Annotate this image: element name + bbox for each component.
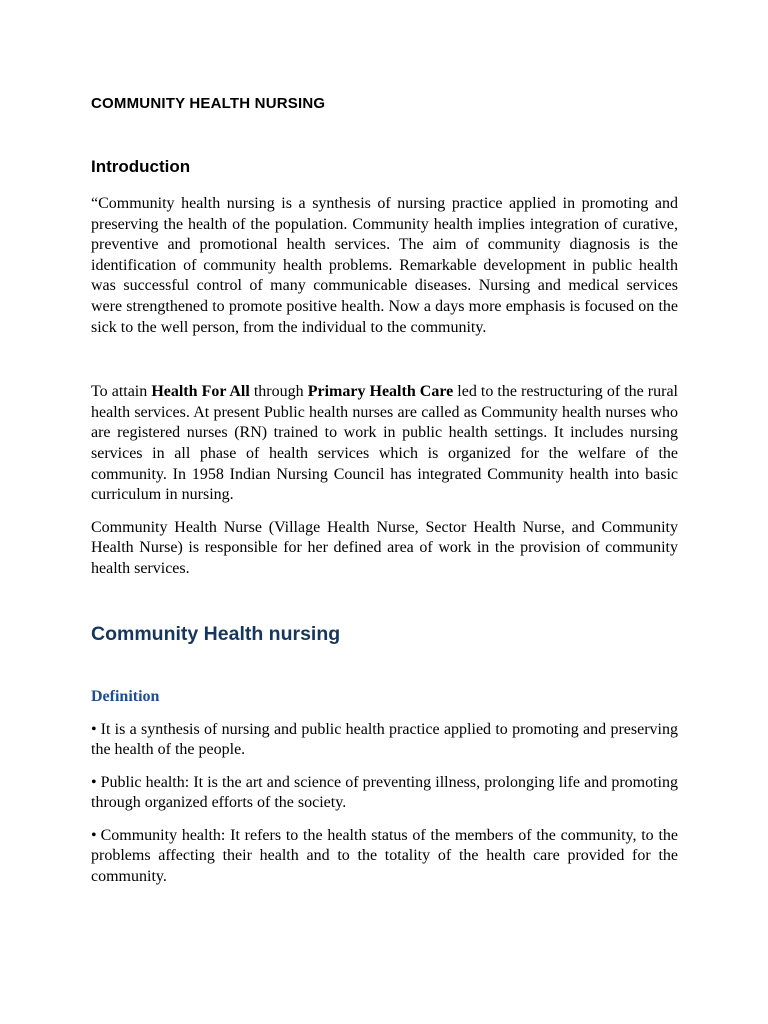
- bullet-text: Community health: It refers to the health status of the members of the community, to the problems affecting their health and to the totality of the health care provided for the community.: [91, 826, 678, 886]
- paragraph-2-text-middle: through: [249, 383, 308, 401]
- introduction-heading: Introduction: [91, 157, 191, 176]
- bullet-text: It is a synthesis of nursing and public health practice applied to promoting and preserving the health of the people.: [91, 720, 678, 759]
- bullet-marker-icon: •: [91, 720, 97, 738]
- bullet-marker-icon: •: [91, 826, 97, 844]
- introduction-paragraph-1: “Community health nursing is a synthesis of nursing practice applied in promoting and preserving the health of the population. Community health implies integration of curative, preventive and promotional health services. The aim of community diagnosis is the identification of community health problems. Remarkable development in public health was successful control of many communicable diseases. Nursing and medical services were strengthened to promote positive health. Now a days more emphasis is focused on the sick to the well person, from the individual to the community.: [91, 195, 678, 336]
- bullet-text: Public health: It is the art and science of preventing illness, prolonging life and promoting through organized efforts of the society.: [91, 773, 678, 812]
- primary-health-care-emphasis: Primary Health Care: [307, 383, 454, 401]
- section-heading: Community Health nursing: [91, 622, 341, 645]
- paragraph-2-text-end: led to the restructuring of the rural health services. At present Public health nurses are called as Community health nurses who are registered nurses (RN) trained to work in public health settings. It includes nursing services in all phase of health services which is organized for the welfare of the community. In 1958 Indian Nursing Council has integrated Community health into basic curriculum in nursing.: [91, 383, 679, 504]
- document-body: [91, 94, 678, 888]
- health-for-all-emphasis: Health For All: [151, 383, 250, 401]
- introduction-paragraph-2: [91, 382, 678, 506]
- definition-heading: Definition: [91, 687, 160, 705]
- bullet-marker-icon: •: [91, 773, 97, 791]
- definition-bullet-item: [91, 720, 678, 761]
- paragraph-2-text-start: To attain: [91, 383, 152, 401]
- definition-bullet-list: [91, 720, 678, 888]
- document-title: COMMUNITY HEALTH NURSING: [91, 95, 326, 112]
- definition-bullet-item: [91, 773, 678, 814]
- introduction-paragraph-3: Community Health Nurse (Village Health Nurse, Sector Health Nurse, and Community Health Nurse) is responsible for her defined area of work in the provision of community health services.: [91, 518, 678, 577]
- definition-bullet-item: [91, 826, 678, 888]
